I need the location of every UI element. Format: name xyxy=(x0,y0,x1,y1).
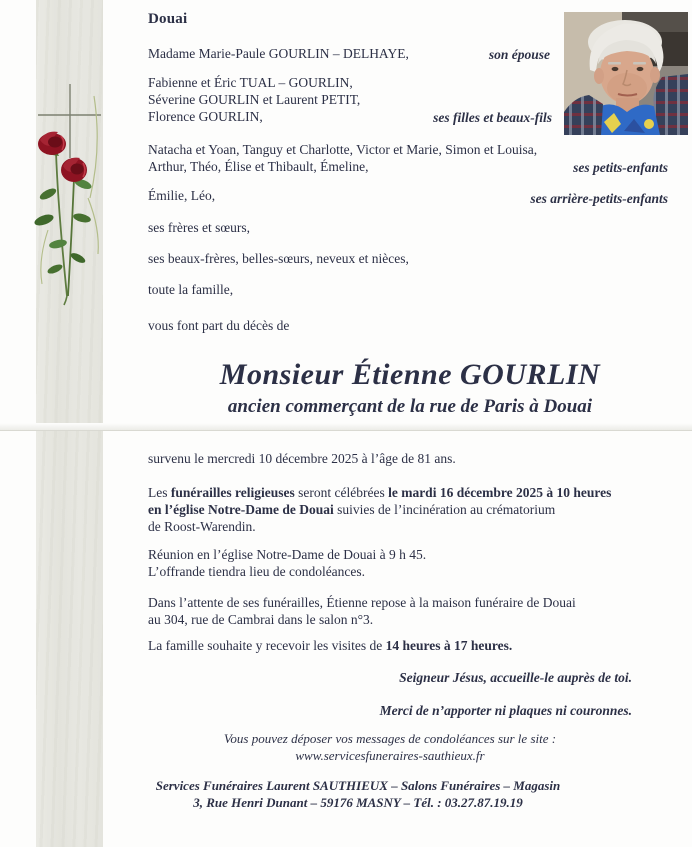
children-names-line: Florence GOURLIN, xyxy=(148,109,263,124)
prayer-line: Seigneur Jésus, accueille-le auprès de toi. xyxy=(399,670,632,685)
city-label: Douai xyxy=(148,11,188,27)
repose-line: Dans l’attente de ses funérailles, Étienne repose à la maison funéraire de Douai xyxy=(148,595,576,610)
grandchildren-names-line: Natacha et Yoan, Tanguy et Charlotte, Victor et Marie, Simon et Louisa, xyxy=(148,142,538,157)
funeral-line: en l’église Notre-Dame de Douai suivies de l’incinération au crématorium xyxy=(148,502,556,517)
children-names-line: Séverine GOURLIN et Laurent PETIT, xyxy=(148,92,361,107)
funeral-line: Les funérailles religieuses seront célébrées le mardi 16 décembre 2025 à 10 heures xyxy=(148,485,612,500)
children-relation: ses filles et beaux-fils xyxy=(433,110,552,125)
meeting-line: Réunion en l’église Notre-Dame de Douai à 9 h 45. xyxy=(148,547,427,562)
announcement-intro: vous font part du décès de xyxy=(148,318,290,333)
condolences-site-url: www.servicesfuneraires-sauthieux.fr xyxy=(295,748,485,763)
no-flowers-line: Merci de n’apporter ni plaques ni couronnes. xyxy=(379,703,632,718)
offering-line: L’offrande tiendra lieu de condoléances. xyxy=(148,564,366,579)
children-names-line: Fabienne et Éric TUAL – GOURLIN, xyxy=(148,75,353,90)
repose-line: au 304, rue de Cambrai dans le salon n°3. xyxy=(148,612,374,627)
funeral-line: de Roost-Warendin. xyxy=(148,519,256,534)
rose-icon xyxy=(61,158,87,182)
grandchildren-relation: ses petits-enfants xyxy=(573,160,668,175)
fold-line xyxy=(0,423,692,431)
rose-icon xyxy=(38,132,66,156)
portrait-photo xyxy=(564,12,688,135)
in-laws-line: ses beaux-frères, belles-sœurs, neveux et nièces, xyxy=(148,251,409,266)
spouse-names: Madame Marie-Paule GOURLIN – DELHAYE, xyxy=(148,46,409,61)
funeral-home-address: 3, Rue Henri Dunant – 59176 MASNY – Tél. : 03.27.87.19.19 xyxy=(193,795,523,810)
siblings-line: ses frères et sœurs, xyxy=(148,220,250,235)
whole-family-line: toute la famille, xyxy=(148,282,234,297)
deceased-subtitle: ancien commerçant de la rue de Paris à Douai xyxy=(227,396,593,417)
grandchildren-names-line: Arthur, Théo, Élise et Thibault, Émeline, xyxy=(148,159,369,174)
funeral-home-name: Services Funéraires Laurent SAUTHIEUX – Salons Funéraires – Magasin xyxy=(155,778,561,793)
great-grandchildren-names: Émilie, Léo, xyxy=(148,188,216,203)
spouse-relation: son épouse xyxy=(488,47,550,62)
death-line: survenu le mercredi 10 décembre 2025 à l’âge de 81 ans. xyxy=(148,451,456,466)
deceased-name: Monsieur Étienne GOURLIN xyxy=(219,358,601,391)
roses-and-cross-image xyxy=(28,78,108,306)
great-grandchildren-relation: ses arrière-petits-enfants xyxy=(530,191,668,206)
condolences-site-intro: Vous pouvez déposer vos messages de condoléances sur le site : xyxy=(223,731,557,746)
visits-line: La famille souhaite y recevoir les visites de 14 heures à 17 heures. xyxy=(148,638,513,653)
